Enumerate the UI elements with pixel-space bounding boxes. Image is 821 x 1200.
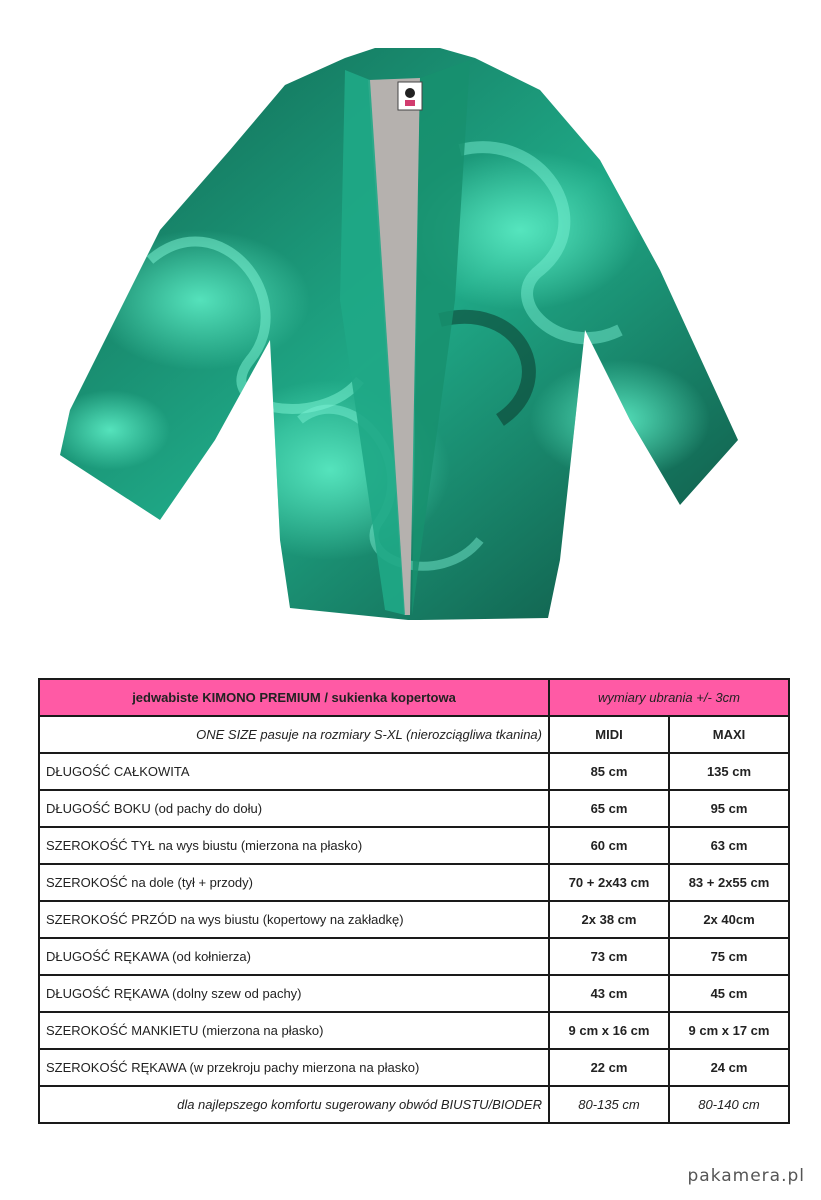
row-label: DŁUGOŚĆ BOKU (od pachy do dołu): [39, 790, 549, 827]
row-midi-value: 65 cm: [549, 790, 669, 827]
table-row: [39, 975, 789, 1012]
row-midi-value: 60 cm: [549, 827, 669, 864]
comfort-midi-range: 80-135 cm: [549, 1086, 669, 1123]
table-title: jedwabiste KIMONO PREMIUM / sukienka kopertowa: [39, 679, 549, 716]
table-row: [39, 753, 789, 790]
table-header-row: [39, 679, 789, 716]
table-row: [39, 938, 789, 975]
size-note: ONE SIZE pasuje na rozmiary S-XL (nierozciągliwa tkanina): [39, 716, 549, 753]
row-midi-value: 43 cm: [549, 975, 669, 1012]
row-midi-value: 85 cm: [549, 753, 669, 790]
size-header-row: [39, 716, 789, 753]
size-table: [38, 678, 790, 1124]
row-label: SZEROKOŚĆ TYŁ na wys biustu (mierzona na płasko): [39, 827, 549, 864]
column-maxi: MAXI: [669, 716, 789, 753]
brand-watermark: pakamera.pl: [687, 1166, 805, 1186]
row-maxi-value: 24 cm: [669, 1049, 789, 1086]
row-midi-value: 22 cm: [549, 1049, 669, 1086]
table-row: [39, 864, 789, 901]
row-maxi-value: 2x 40cm: [669, 901, 789, 938]
column-midi: MIDI: [549, 716, 669, 753]
table-row: [39, 827, 789, 864]
row-midi-value: 9 cm x 16 cm: [549, 1012, 669, 1049]
row-maxi-value: 135 cm: [669, 753, 789, 790]
row-label: SZEROKOŚĆ RĘKAWA (w przekroju pachy mierzona na płasko): [39, 1049, 549, 1086]
brand-label: [398, 82, 422, 110]
row-label: DŁUGOŚĆ CAŁKOWITA: [39, 753, 549, 790]
row-midi-value: 2x 38 cm: [549, 901, 669, 938]
row-maxi-value: 95 cm: [669, 790, 789, 827]
row-midi-value: 73 cm: [549, 938, 669, 975]
row-maxi-value: 83 + 2x55 cm: [669, 864, 789, 901]
table-row: [39, 790, 789, 827]
dimensions-note: wymiary ubrania +/- 3cm: [549, 679, 789, 716]
comfort-note: dla najlepszego komfortu sugerowany obwód BIUSTU/BIODER: [39, 1086, 549, 1123]
row-maxi-value: 75 cm: [669, 938, 789, 975]
row-maxi-value: 45 cm: [669, 975, 789, 1012]
table-row: [39, 901, 789, 938]
row-maxi-value: 63 cm: [669, 827, 789, 864]
comfort-row: [39, 1086, 789, 1123]
row-label: DŁUGOŚĆ RĘKAWA (dolny szew od pachy): [39, 975, 549, 1012]
table-row: [39, 1049, 789, 1086]
row-label: SZEROKOŚĆ MANKIETU (mierzona na płasko): [39, 1012, 549, 1049]
row-midi-value: 70 + 2x43 cm: [549, 864, 669, 901]
comfort-maxi-range: 80-140 cm: [669, 1086, 789, 1123]
row-label: SZEROKOŚĆ PRZÓD na wys biustu (kopertowy na zakładkę): [39, 901, 549, 938]
row-label: DŁUGOŚĆ RĘKAWA (od kołnierza): [39, 938, 549, 975]
row-maxi-value: 9 cm x 17 cm: [669, 1012, 789, 1049]
table-row: [39, 1012, 789, 1049]
row-label: SZEROKOŚĆ na dole (tył + przody): [39, 864, 549, 901]
